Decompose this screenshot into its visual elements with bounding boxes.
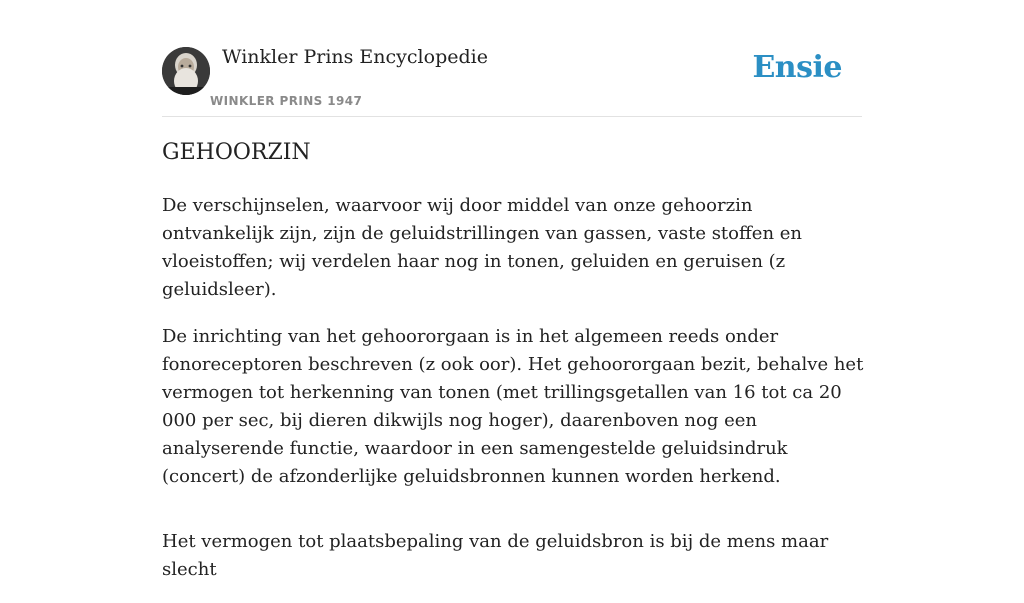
source-label[interactable]: WINKLER PRINS 1947 (210, 94, 363, 108)
avatar[interactable] (162, 47, 210, 95)
ensie-logo[interactable]: Ensie (752, 50, 842, 85)
portrait-image (162, 47, 210, 95)
article-paragraph: De inrichting van het gehoororgaan is in het algemeen reeds onder fonoreceptoren beschreven (z ook oor). Het gehoororgaan bezit, behalve het vermogen tot herkenning van tonen (met trillingsgetallen van 16 tot ca 20 000 per sec, bij dieren dikwijls nog hoger), daarenboven nog een analyserende functie, waardoor in een samengestelde geluidsindruk (concert) de afzonderlijke geluidsbronnen kunnen worden herkend. (162, 326, 864, 487)
article-paragraph: De verschijnselen, waarvoor wij door middel van onze gehoorzin ontvankelijk zijn, zijn de geluidstrillingen van gassen, vaste stoffen en vloeistoffen; wij verdelen haar nog in tonen, geluiden en geruisen (z geluidsleer). (162, 195, 803, 300)
header (162, 0, 862, 117)
article-paragraph: Het vermogen tot plaatsbepaling van de geluidsbron is bij de mens maar slecht (162, 531, 829, 580)
article-body (162, 192, 867, 603)
article-title: GEHOORZIN (162, 140, 311, 165)
site-title[interactable]: Winkler Prins Encyclopedie (222, 46, 488, 68)
page (162, 0, 864, 580)
